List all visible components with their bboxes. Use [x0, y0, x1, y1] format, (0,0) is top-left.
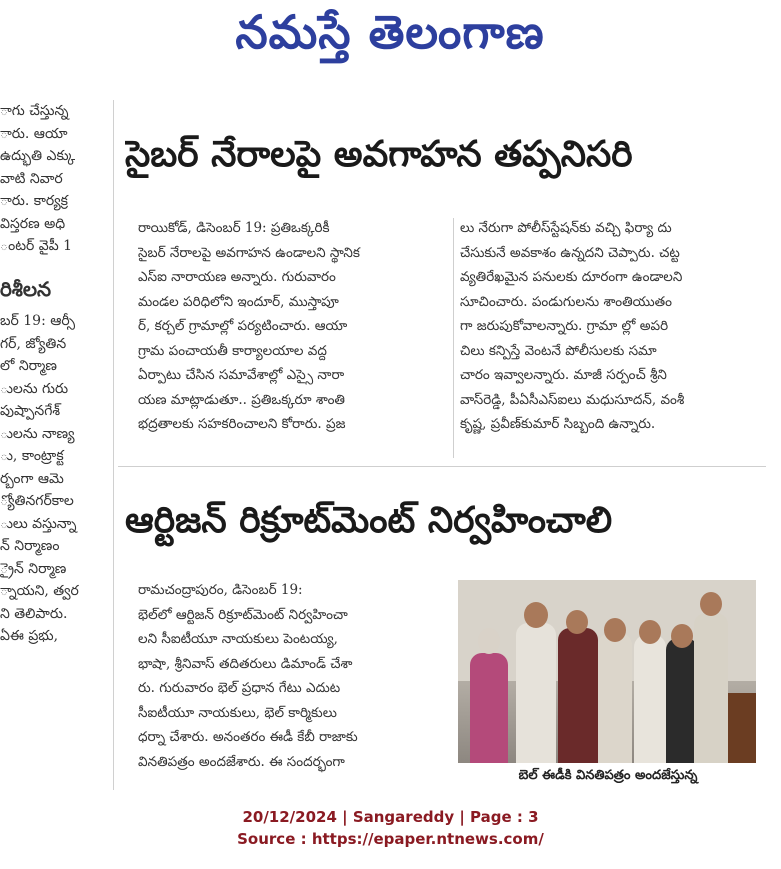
- left-column-line: లో నిర్మాణ: [0, 358, 57, 374]
- article1-text-line: చారం ఇవ్వాలన్నారు. మాజీ సర్పంచ్ శ్రీని: [460, 367, 667, 383]
- left-column-line: ్యోతినగర్‌కాల: [0, 493, 74, 509]
- left-column-line: ు, కాంట్రాక్ట: [0, 448, 64, 464]
- photo-person-head: [700, 592, 722, 616]
- article1-column-2: [460, 216, 758, 437]
- photo-person: [634, 635, 666, 763]
- photo-person: [694, 613, 728, 763]
- left-column-line: బర్ 19: ఆర్సీ: [0, 313, 76, 329]
- photo-caption: బెల్ ఈడీకి వినతిపత్రం అందజేస్తున్న: [518, 768, 698, 783]
- left-column-line: పుష్పానగేశ్: [0, 403, 61, 419]
- article1-text-line: ఏర్పాటు చేసిన సమావేశాల్లో ఎస్సై నారా: [138, 367, 345, 383]
- article1-text-line: యణ మాట్లాడుతూ.. ప్రతిఒక్కరూ శాంతి: [138, 391, 345, 408]
- article1-text-line: కృష్ణ, ప్రవీణ్‌కుమార్ సిబ్బంది ఉన్నారు.: [460, 416, 656, 432]
- article1-text-line: సూచించారు. పండుగులను శాంతియుతం: [460, 293, 673, 310]
- newspaper-masthead: [150, 0, 630, 75]
- left-column-line: ులను నాణ్య: [0, 425, 75, 442]
- photo-person: [516, 623, 556, 763]
- left-column-line: ారు. ఆయా: [0, 125, 68, 142]
- photo-person-head: [566, 610, 588, 634]
- left-column-line: ్నాయని, త్వర: [0, 583, 79, 599]
- article1-headline: సైబర్ నేరాలపై అవగాహన తప్పనిసరి: [125, 134, 633, 175]
- left-column-line: ఉద్భుతి ఎక్కు: [0, 148, 76, 164]
- article1-text-line: ఎస్ఐ నారాయణ అన్నారు. గురువారం: [138, 269, 336, 285]
- article2-column-1: [138, 578, 456, 774]
- article1-text-line: మండల పరిధిలోని ఇందూర్, ముస్తాపూ: [138, 293, 339, 310]
- left-column-line: విస్తరణ అధి: [0, 215, 66, 232]
- left-column-line: న్ నిర్మాణం: [0, 538, 60, 554]
- article1-text-line: గా జరుపుకోవాలన్నారు. గ్రామా ల్లో అపరి: [460, 318, 669, 334]
- article2-text-line: ధర్నా చేశారు. అనంతరం ఈడీ కేబీ రాజాకు: [138, 729, 358, 745]
- article1-column-rule: [453, 218, 454, 458]
- photo-person: [470, 653, 508, 763]
- left-column-line: ులు వస్తున్నా: [0, 515, 77, 532]
- article2-text-line: రు. గురువారం భెల్ ప్రధాన గేటు ఎదుట: [138, 680, 341, 696]
- article2-photo: [458, 580, 756, 763]
- left-column-heading: రిశీలన: [0, 276, 52, 301]
- left-column-fragment: [0, 100, 98, 800]
- article2-headline: ఆర్టిజన్ రిక్రూట్‌మెంట్ నిర్వహించాలి: [125, 500, 613, 541]
- photo-person-head: [524, 602, 548, 628]
- left-column-line: గర్, జ్యోతిన: [0, 335, 67, 352]
- photo-person: [598, 633, 632, 763]
- article1-text-line: ర్, కర్చల్ గ్రామాల్లో పర్యటించారు. ఆయా: [138, 318, 348, 334]
- article1-text-line: లు నేరుగా పోలీస్‌స్టేషన్‌కు వచ్చి ఫిర్యా దు: [460, 220, 672, 236]
- photo-person-head: [671, 624, 693, 648]
- left-column-line: ని తెలిపారు.: [0, 605, 68, 622]
- left-column-line: వాటి నివార: [0, 170, 63, 187]
- article1-text-line: రాయికోడ్, డిసెంబర్ 19: ప్రతిఒక్కరికీ: [138, 220, 330, 236]
- article1-text-line: గ్రామ పంచాయతీ కార్యాలయాల వద్ద: [138, 342, 327, 359]
- article1-text-line: చేసుకునే అవకాశం ఉన్నదని చెప్పారు. చట్ట: [460, 244, 680, 261]
- left-column-line: ులను గురు: [0, 380, 69, 397]
- photo-person-head: [604, 618, 626, 642]
- left-column-line: ర్బంగా ఆమె: [0, 470, 64, 487]
- article2-text-line: రామచంద్రాపురం, డిసెంబర్ 19:: [138, 582, 303, 598]
- article2-text-line: భాషా, శ్రీనివాస్ తదితరులు డిమాండ్ చేశా: [138, 655, 353, 672]
- photo-person-head: [639, 620, 661, 644]
- article-separator: [118, 466, 766, 467]
- photo-person: [558, 628, 598, 763]
- photo-person-head: [478, 628, 500, 654]
- left-column-line: ాగు చేస్తున్న: [0, 103, 69, 119]
- footer-source: Source : https://epaper.ntnews.com/: [237, 830, 544, 848]
- article2-text-line: లని సీఐటీయూ నాయకులు పెంటయ్య,: [138, 631, 338, 647]
- article1-text-line: సైబర్ నేరాలపై అవగాహన ఉండాలని స్థానిక: [138, 244, 360, 261]
- masthead-title: నమస్తే తెలంగాణ: [235, 4, 545, 59]
- column-divider: [113, 100, 114, 790]
- article2-text-line: వినతిపత్రం అందజేశారు. ఈ సందర్భంగా: [138, 753, 345, 770]
- article1-text-line: వాస్‌రెడ్డి, పీఏసీఎస్‌ఐలు మధుసూదన్, వంశీ: [460, 391, 685, 408]
- footer-date-edition: 20/12/2024 | Sangareddy | Page : 3: [242, 808, 539, 826]
- left-column-line: ఏఈ ప్రభు,: [0, 628, 59, 644]
- left-column-line: ంటర్ వైపీ 1: [0, 238, 73, 254]
- article1-text-line: వ్యతిరేఖమైన పనులకు దూరంగా ఉండాలని: [460, 269, 683, 285]
- article1-text-line: చిలు కన్పిస్తే వెంటనే పోలీసులకు సమా: [460, 342, 657, 359]
- left-column-line: ారు. కార్యక్ర: [0, 193, 68, 209]
- article2-text-line: సీఐటీయూ నాయకులు, భెల్ కార్మికులు: [138, 704, 337, 721]
- article1-text-line: భద్రతాలకు సహకరించాలని కోరారు. ప్రజ: [138, 416, 346, 432]
- left-column-line: ్రైన్ నిర్మాణ: [0, 560, 67, 577]
- article2-text-line: భెల్‌లో ఆర్టిజన్ రిక్రూట్‌మెంట్ నిర్వహించా: [138, 606, 348, 623]
- article1-column-1: [138, 216, 450, 437]
